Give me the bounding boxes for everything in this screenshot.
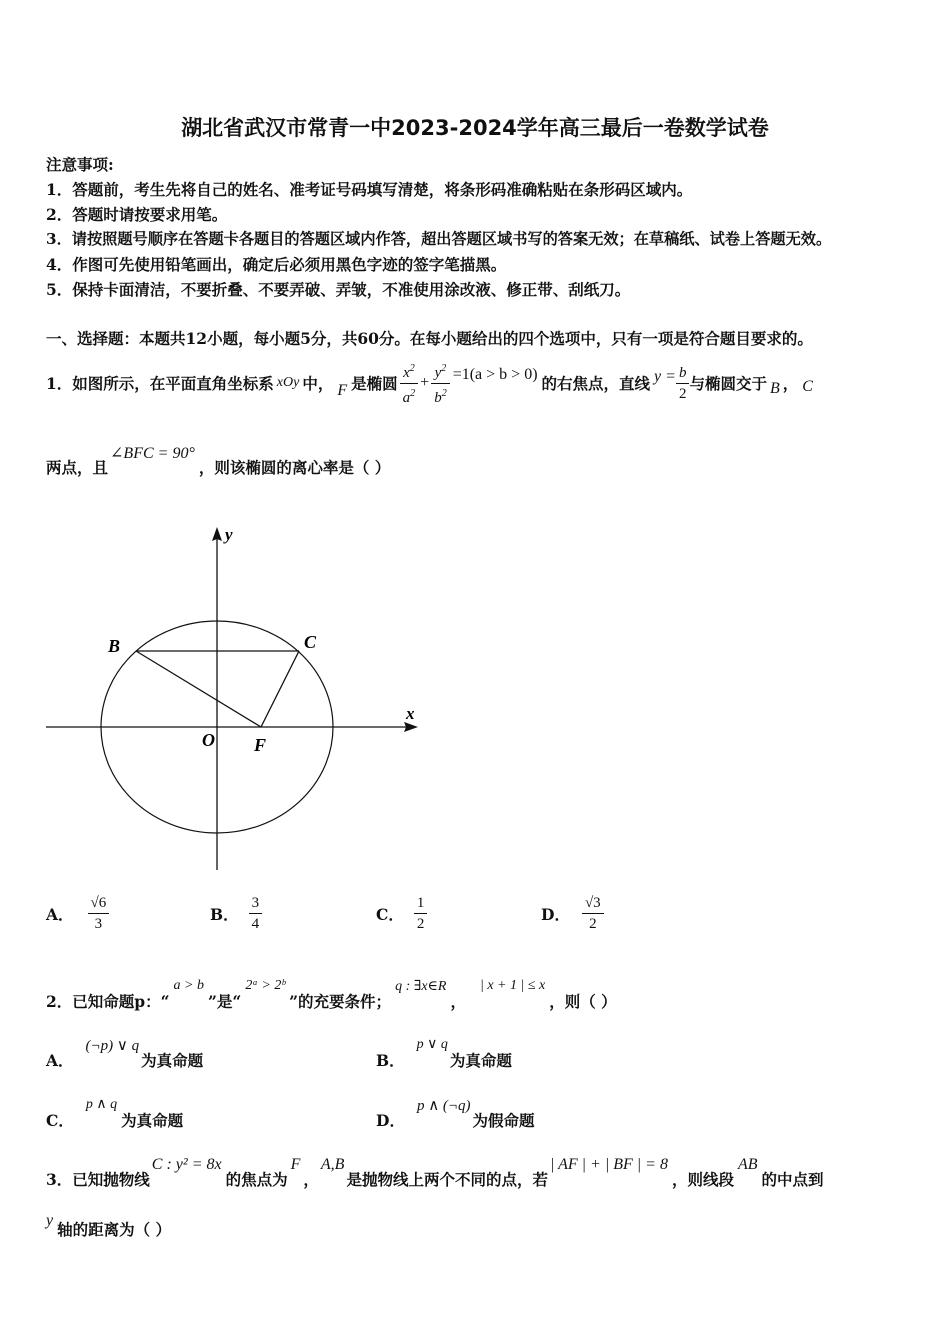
- q2-option-B[interactable]: B． p ∨ q 为真命题: [376, 1037, 512, 1070]
- label-F: F: [254, 735, 267, 755]
- q1-line2-text-a: 两点，且: [46, 458, 109, 477]
- q1-text-1: 1．如图所示，在平面直角坐标系: [46, 374, 274, 393]
- q1-angle: ∠BFC = 90°: [110, 445, 195, 462]
- q3-line1: 3．已知抛物线 C : y² = 8x 的焦点为 F ， A,B 是抛物线上两个不同的点，若 | AF | + | BF | = 8 ，则线段 AB 的中点到: [46, 1156, 824, 1189]
- label-B: B: [108, 636, 121, 656]
- q3-line2: y 轴的距离为（ ）: [46, 1212, 172, 1239]
- segment-BF: [136, 651, 261, 727]
- q2-abs: | x + 1 | ≤ x: [479, 978, 546, 993]
- q1-line1: 1．如图所示，在平面直角坐标系 xOy 中， F 是椭圆 $\frac{x^2}{a^2}$ + $\frac{y^2}{b^2}$ =1(a > b > 0) 的右焦点，直线 y = $\frac{b}{2}$ 与椭圆交于 B ， C: [46, 358, 813, 408]
- q1-frac-x2a2: $\frac{x^2}{a^2}$: [400, 359, 419, 408]
- q1-option-D[interactable]: D． $\frac{√3}{2}$: [541, 893, 604, 934]
- q2-ab: a > b: [173, 978, 204, 993]
- page-title: 湖北省武汉市常青一中2023-2024学年高三最后一卷数学试卷: [181, 116, 769, 140]
- q1-frac-y2b2: $\frac{y^2}{b^2}$: [431, 359, 450, 408]
- q1-line2-text-b: ，则该椭圆的离心率是（ ）: [198, 458, 391, 477]
- label-y: y: [225, 525, 233, 544]
- notice-item-5: 5．保持卡面清洁，不要折叠、不要弄破、弄皱，不准使用涂改液、修正带、刮纸刀。: [46, 280, 631, 299]
- notice-item-4: 4．作图可先使用铅笔画出，确定后必须用黑色字迹的签字笔描黑。: [46, 255, 507, 274]
- q3-AB-points: A,B: [320, 1156, 345, 1173]
- q3-eq: C : y² = 8x: [151, 1156, 222, 1173]
- q1-text-2: 中，: [302, 374, 334, 393]
- q1-ellipse-eq: =1(a > b > 0): [452, 366, 538, 383]
- q3-seg: AB: [737, 1156, 758, 1173]
- q3-y: y: [46, 1212, 54, 1229]
- label-O: O: [202, 730, 215, 750]
- notice-item-3: 3．请按照题号顺序在答题卡各题目的答题区域内作答，超出答题区域书写的答案无效；在草稿纸、试卷上答题无效。: [46, 230, 832, 248]
- q2-pow: 2ᵃ > 2ᵇ: [245, 978, 286, 993]
- q1-text-4: 的右焦点，直线: [541, 374, 651, 393]
- q1-F: F: [337, 382, 348, 399]
- q1-B: B: [769, 380, 780, 397]
- q2-q: q : ∃x∈R: [395, 979, 447, 994]
- section-heading: 一、选择题：本题共12小题，每小题5分，共60分。在每小题给出的四个选项中，只有一项是符合题目要求的。: [46, 329, 813, 348]
- q1-option-A[interactable]: A． $\frac{√6}{3}$: [46, 893, 109, 934]
- x-axis-arrow-icon: [404, 722, 418, 732]
- q3-cond: | AF | + | BF | = 8: [549, 1156, 668, 1173]
- q3-F: F: [290, 1156, 301, 1173]
- q1-text-3: 是椭圆: [351, 374, 398, 393]
- y-axis-arrow-icon: [212, 527, 222, 541]
- q1-xoy: xOy: [276, 375, 300, 390]
- q1-line2: [46, 445, 391, 482]
- notice-heading: 注意事项:: [46, 155, 114, 174]
- label-C: C: [304, 632, 317, 652]
- q2-option-C[interactable]: C． p ∧ q 为真命题: [46, 1097, 184, 1130]
- q1-text-5: 与椭圆交于: [689, 374, 767, 393]
- label-x: x: [406, 704, 415, 723]
- notice-item-2: 2．答题时请按要求用笔。: [46, 205, 228, 224]
- q1-C: C: [802, 378, 813, 395]
- notice-item-1: 1．答题前，考生先将自己的姓名、准考证号码填写清楚，将条形码准确粘贴在条形码区域内。: [46, 180, 693, 199]
- q2-line1: 2．已知命题p：“ a > b ”是“ 2ᵃ > 2ᵇ ”的充要条件； q : ∃x∈R ， | x + 1 | ≤ x ，则（ ）: [46, 978, 617, 1011]
- q1-frac-b2: $\frac{b}{2}$: [676, 363, 690, 404]
- q1-figure: [40, 515, 430, 880]
- q1-option-C[interactable]: C． $\frac{1}{2}$: [376, 893, 427, 934]
- q2-option-D[interactable]: D． p ∧ (¬q) 为假命题: [376, 1098, 535, 1130]
- q1-line-y: y =: [654, 368, 676, 385]
- q1-option-B[interactable]: B． $\frac{3}{4}$: [210, 893, 262, 934]
- segment-CF: [261, 651, 299, 727]
- q2-option-A[interactable]: A． (¬p) ∨ q 为真命题: [46, 1038, 204, 1070]
